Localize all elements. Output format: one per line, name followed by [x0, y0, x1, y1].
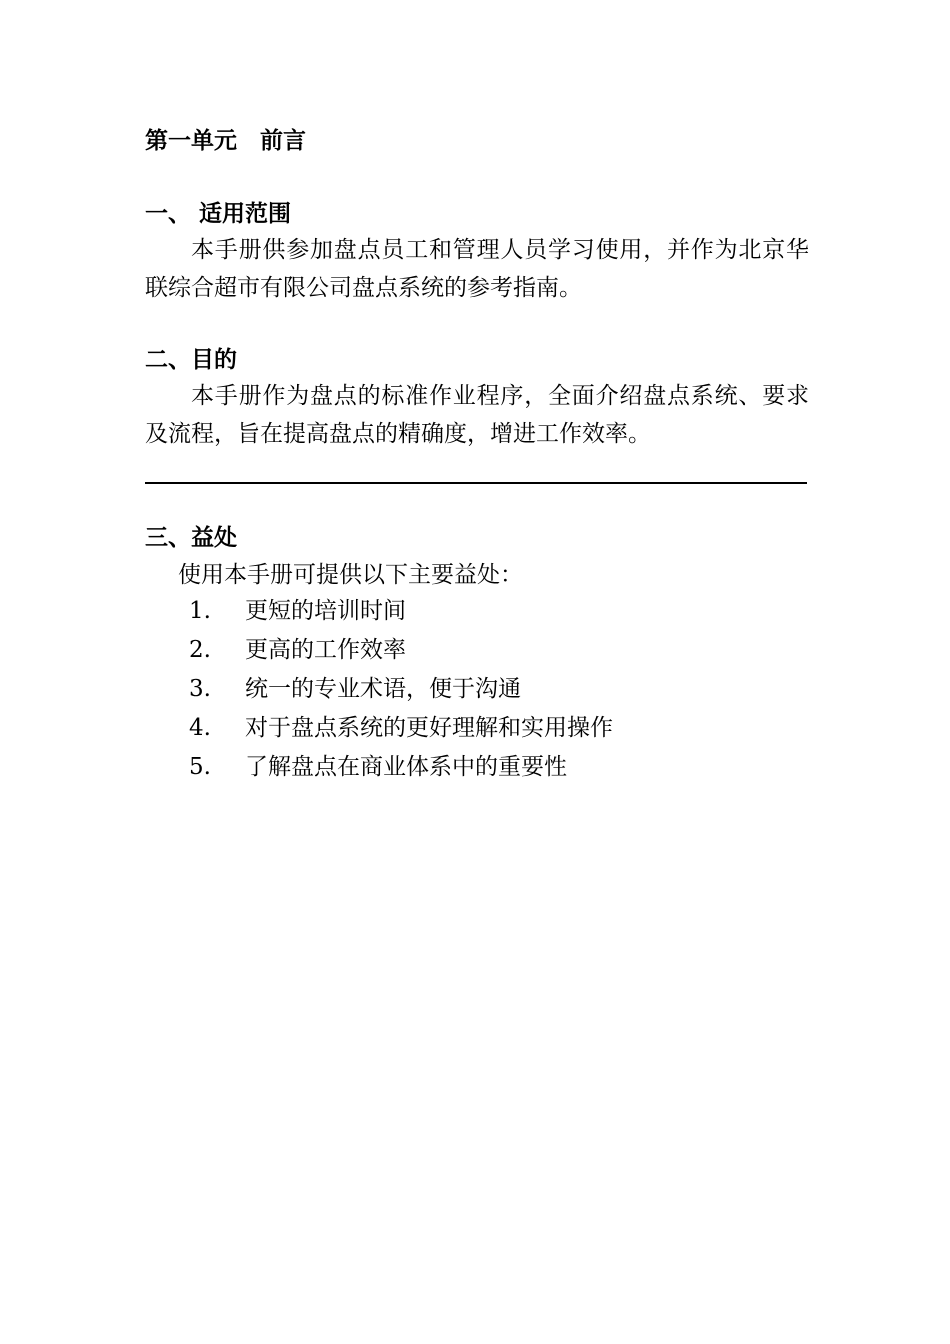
list-item-number: 1.: [189, 598, 211, 624]
section-body-scope: 本手册供参加盘点员工和管理人员学习使用，并作为北京华联综合超市有限公司盘点系统的参考指南。: [145, 237, 809, 301]
list-item-number: 5.: [189, 754, 211, 780]
list-item-number: 2.: [189, 637, 211, 663]
list-item-text: 统一的专业术语，便于沟通: [245, 676, 521, 702]
list-item: [189, 634, 613, 673]
list-item: [189, 751, 613, 790]
unit-title: 第一单元 前言: [145, 128, 306, 154]
list-item-number: 4.: [189, 715, 211, 741]
section-heading-scope: 一、 适用范围: [145, 201, 292, 227]
section-heading-purpose: 二、目的: [145, 347, 237, 373]
list-item-text: 对于盘点系统的更好理解和实用操作: [245, 715, 613, 741]
list-item: [189, 673, 613, 712]
horizontal-divider: [145, 482, 807, 484]
section-heading-benefits: 三、益处: [145, 525, 237, 551]
list-item-text: 更高的工作效率: [245, 637, 406, 663]
section-body-purpose: 本手册作为盘点的标准作业程序，全面介绍盘点系统、要求及流程，旨在提高盘点的精确度，增进工作效率。: [145, 383, 809, 447]
benefits-intro: 使用本手册可提供以下主要益处：: [178, 562, 523, 588]
list-item: [189, 712, 613, 751]
list-item-text: 更短的培训时间: [245, 598, 406, 624]
list-item-number: 3.: [189, 676, 211, 702]
benefits-list: [189, 595, 613, 790]
list-item: [189, 595, 613, 634]
list-item-text: 了解盘点在商业体系中的重要性: [245, 754, 567, 780]
